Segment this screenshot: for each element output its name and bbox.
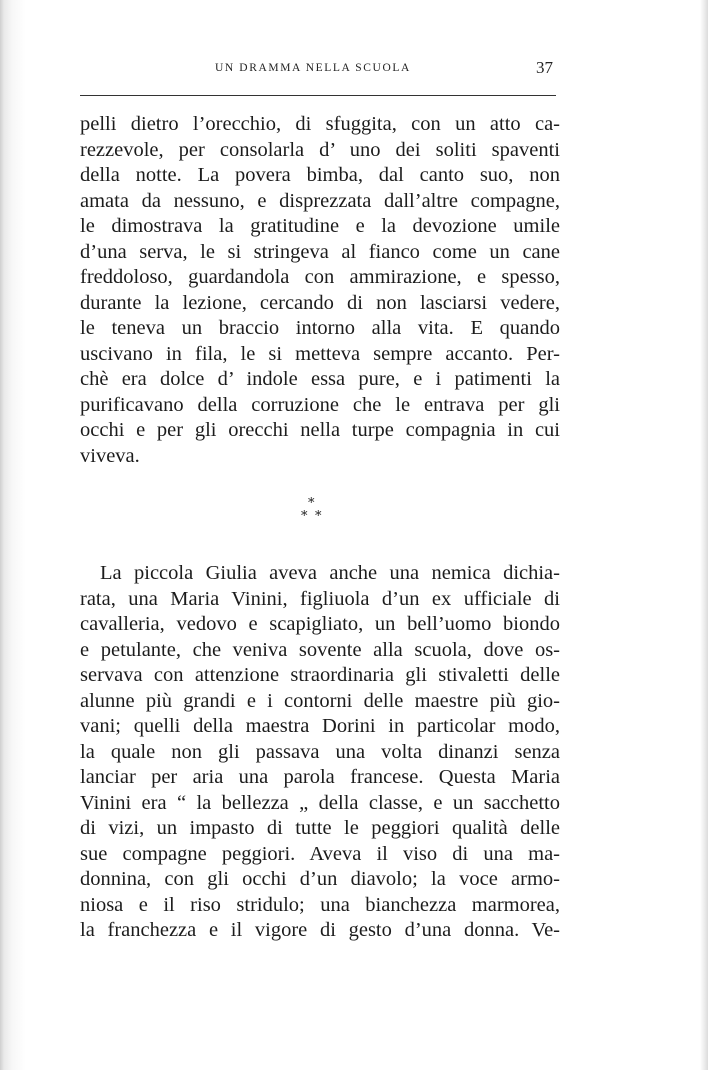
text-line: alunne più grandi e i contorni delle maestre più gio- bbox=[80, 689, 560, 712]
text-line: di vizi, un impasto di tutte le peggiori qualità delle bbox=[80, 817, 560, 839]
text-line: della notte. La povera bimba, dal canto suo, non bbox=[80, 164, 560, 186]
section-asterism bbox=[300, 497, 326, 531]
text-line: le teneva un braccio intorno alla vita. E quando bbox=[80, 317, 560, 339]
paragraph-1 bbox=[80, 112, 560, 469]
text-line: lanciar per aria una parola francese. Questa Maria bbox=[80, 766, 560, 788]
text-line: Vinini era “ la bellezza „ della classe, e un sacchetto bbox=[80, 791, 560, 814]
text-line: rata, una Maria Vinini, figliuola d’un ex ufficiale di bbox=[80, 587, 560, 610]
text-line: rezzevole, per consolarla d’ uno dei soliti spaventi bbox=[80, 138, 560, 161]
text-line: uscivano in fila, le si metteva sempre accanto. Per- bbox=[80, 342, 560, 365]
page-edge-shadow bbox=[700, 0, 708, 1070]
binding-edge-shadow bbox=[0, 0, 26, 1070]
text-line: la quale non gli passava una volta dinanzi senza bbox=[80, 740, 560, 763]
text-line: purificavano della corruzione che le entrava per gli bbox=[80, 393, 560, 416]
text-line: amata da nessuno, e disprezzata dall’altre compagne, bbox=[80, 189, 560, 212]
text-line: La piccola Giulia aveva anche una nemica dichia- bbox=[100, 562, 560, 584]
text-line: e petulante, che veniva sovente alla scuola, dove os- bbox=[80, 638, 560, 661]
text-line: le dimostrava la gratitudine e la devozione umile bbox=[80, 215, 560, 237]
asterisk-glyph: * bbox=[308, 496, 315, 511]
text-line: pelli dietro l’orecchio, di sfuggita, con un atto ca- bbox=[80, 113, 560, 135]
text-line: niosa e il riso stridulo; una bianchezza marmorea, bbox=[80, 893, 560, 916]
text-line: d’una serva, le si stringeva al fianco come un cane bbox=[80, 240, 560, 263]
text-line: servava con attenzione straordinaria gli stivaletti delle bbox=[80, 664, 560, 686]
text-line: la franchezza e il vigore di gesto d’una donna. Ve- bbox=[80, 919, 560, 941]
text-line: donnina, con gli occhi d’un diavolo; la voce armo- bbox=[80, 868, 560, 890]
text-line: viveva. bbox=[80, 444, 140, 467]
text-line: chè era dolce d’ indole essa pure, e i patimenti la bbox=[80, 368, 560, 390]
paragraph-2 bbox=[80, 561, 560, 944]
text-line: occhi e per gli orecchi nella turpe compagnia in cui bbox=[80, 419, 560, 441]
asterisk-glyph: * bbox=[315, 509, 322, 524]
text-line: durante la lezione, cercando di non lasciarsi vedere, bbox=[80, 291, 560, 314]
text-line: vani; quelli della maestra Dorini in particolar modo, bbox=[80, 715, 560, 737]
running-title: UN DRAMMA NELLA SCUOLA bbox=[215, 62, 411, 74]
asterisk-glyph: * bbox=[301, 509, 308, 524]
page-number: 37 bbox=[536, 58, 553, 77]
text-line: cavalleria, vedovo e scapigliato, un bell’uomo biondo bbox=[80, 613, 560, 635]
text-line: freddoloso, guardandola con ammirazione, e spesso, bbox=[80, 266, 560, 288]
header-rule bbox=[80, 95, 556, 96]
text-line: sue compagne peggiori. Aveva il viso di una ma- bbox=[80, 842, 560, 865]
